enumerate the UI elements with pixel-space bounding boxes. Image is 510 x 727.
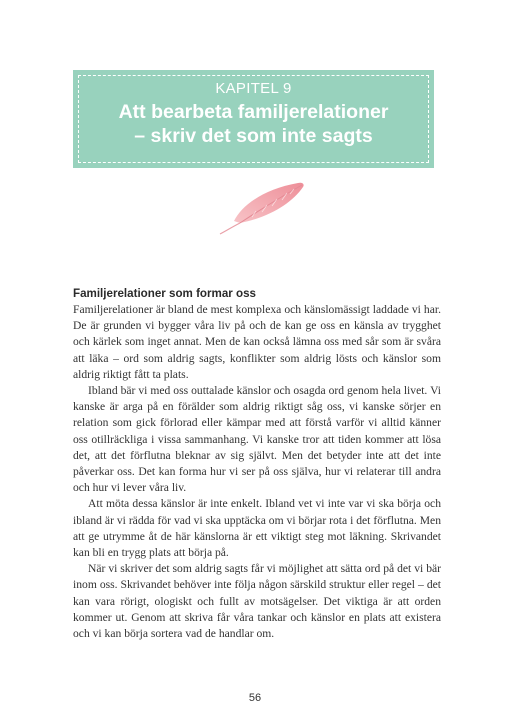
body-text	[73, 302, 441, 642]
paragraph-2: Ibland bär vi med oss outtalade känslor och osagda ord genom hela livet. Vi kanske är arga på en förälder som aldrig riktigt såg oss, vi kanske sörjer en relation som gick förlorad eller kämpar med att förstå varför vi alltid känner oss otillräckliga i vissa sammanhang. Vi kanske tror att tiden kommer att lösa det, att det förflutna bleknar av sig självt. Men det betyder inte att det inte påverkar oss. Det kan forma hur vi ser på oss själva, hur vi relaterar till andra och hur vi lever våra liv.	[73, 384, 441, 495]
paragraph-4: När vi skriver det som aldrig sagts får vi möjlighet att sätta ord på det vi bär inom oss. Skrivandet behöver inte följa någon särskild struktur eller regel – det kan vara rörigt, ologiskt och fullt av motsägelser. Det viktiga är att orden kommer ut. Genom att skriva får våra tankar och känslor en plats att existera och vi kan börja sortera vad de handlar om.	[73, 562, 441, 641]
paragraph-3: Att möta dessa känslor är inte enkelt. Ibland vet vi inte var vi ska börja och ibland är vi rädda för vad vi ska upptäcka om vi börjar rota i det förflutna. Men att ge utrymme åt de här känslorna är ett viktigt steg mot läkning. Skrivandet kan bli en trygg plats att börja på.	[73, 497, 441, 560]
chapter-label: KAPITEL 9	[215, 80, 292, 97]
section-heading: Familjerelationer som formar oss	[73, 287, 256, 300]
feather-icon	[212, 177, 308, 235]
chapter-title-line-1: Att bearbeta familjerelationer	[118, 101, 389, 123]
paragraph-1: Familjerelationer är bland de mest komplexa och känslomässigt laddade vi har. De är grunden vi bygger våra liv på och de kan ge oss en känsla av trygghet och kärlek som inget annat. Men de kan också lämna oss med sår som är svåra att läka – ord som aldrig sagts, konflikter som aldrig lösts och känslor som aldrig riktigt fått ta plats.	[73, 303, 441, 381]
chapter-header-box	[73, 70, 434, 168]
page-number: 56	[248, 692, 262, 704]
chapter-title-line-2: – skriv det som inte sagts	[134, 125, 373, 147]
chapter-title	[73, 100, 434, 148]
